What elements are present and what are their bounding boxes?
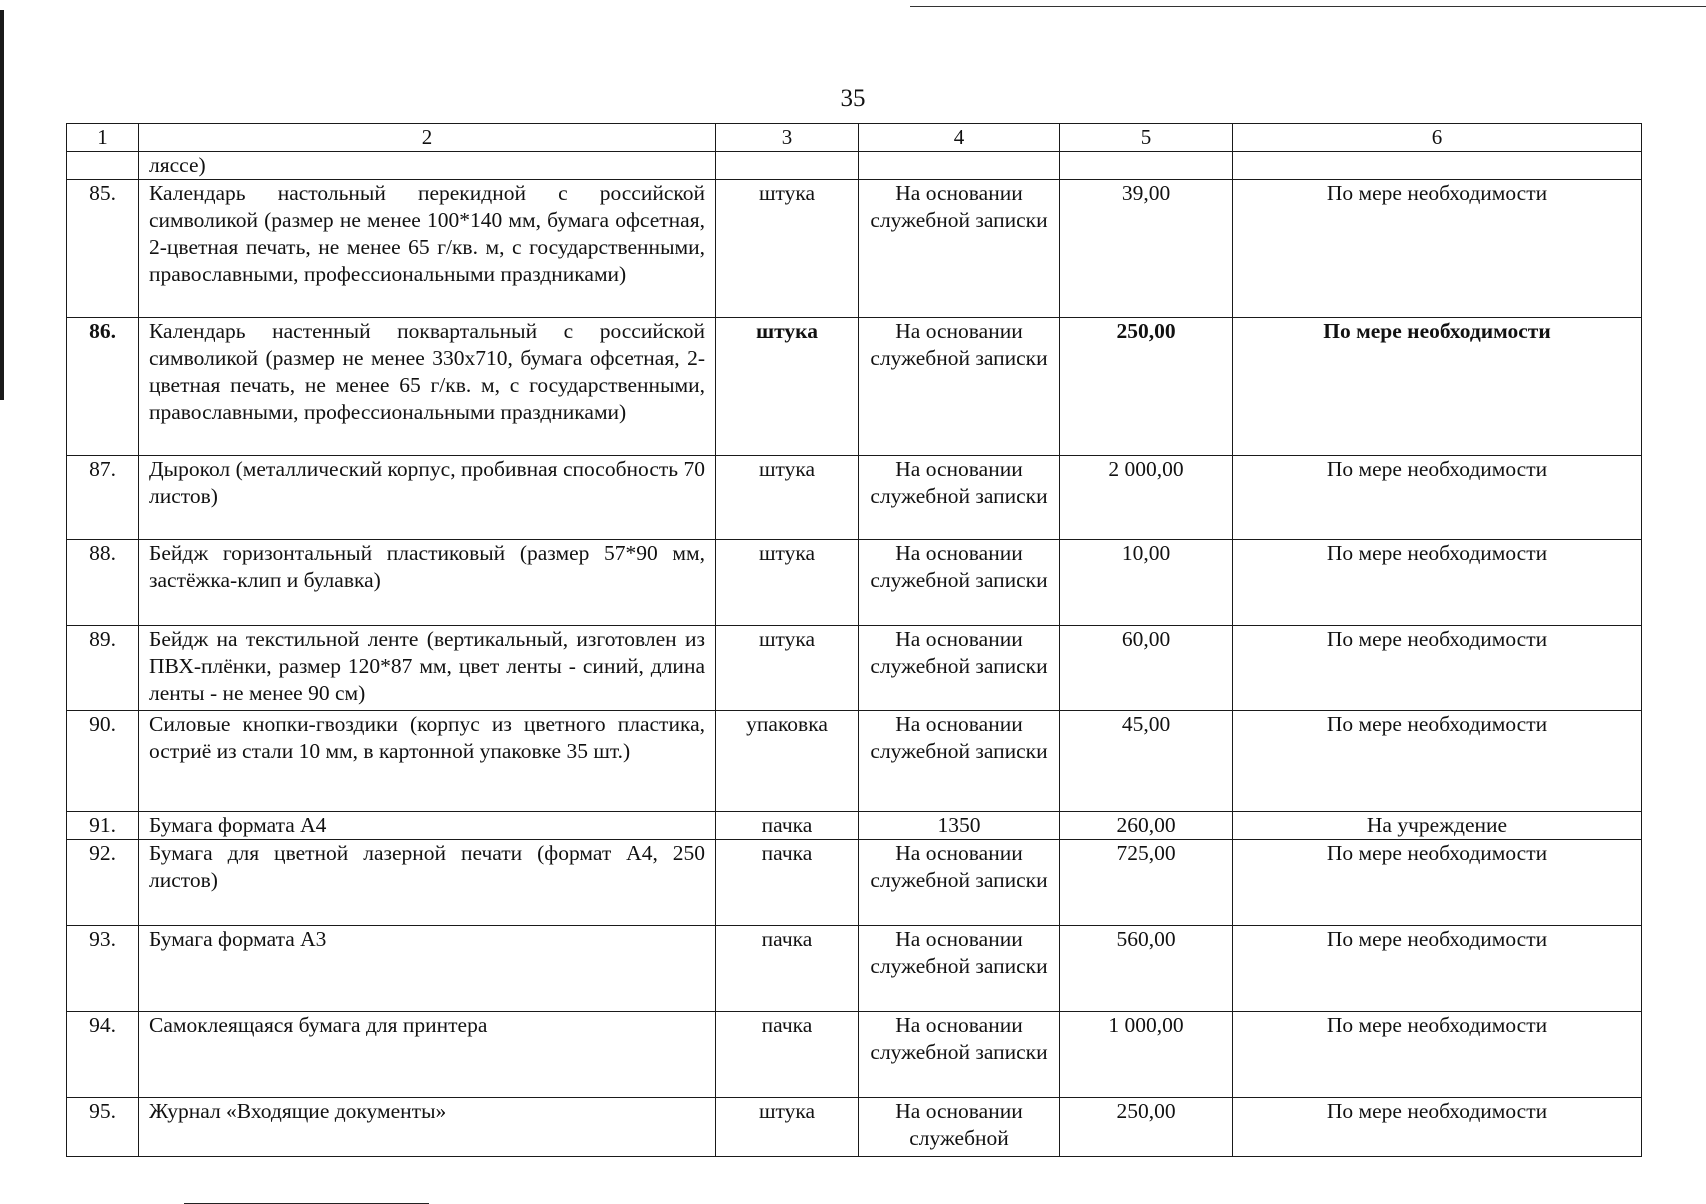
continuation-row — [67, 152, 1642, 180]
quantity-cell: На основании служебной записки — [859, 926, 1060, 1012]
quantity-cell: На основании служебной записки — [859, 626, 1060, 711]
unit-of-measure-cell: штука — [716, 456, 859, 540]
row-number-cell: 88. — [67, 540, 139, 626]
table-row — [67, 711, 1642, 812]
scan-top-line — [910, 6, 1706, 7]
unit-of-measure-cell: штука — [716, 318, 859, 456]
item-name-cell: Бумага для цветной лазерной печати (формат А4, 250 листов) — [139, 840, 716, 926]
row-number-cell: 86. — [67, 318, 139, 456]
row-number-cell: 87. — [67, 456, 139, 540]
price-cell: 260,00 — [1060, 812, 1233, 840]
unit-of-measure-cell: пачка — [716, 840, 859, 926]
unit-of-measure-cell: пачка — [716, 1012, 859, 1098]
table-row — [67, 840, 1642, 926]
quantity-cell: На основании служебной записки — [859, 456, 1060, 540]
period-cell: По мере необходимости — [1233, 711, 1642, 812]
header-cell-5: 5 — [1060, 124, 1233, 152]
page-number: 35 — [840, 85, 866, 112]
continuation-qty-cell — [859, 152, 1060, 180]
price-cell: 2 000,00 — [1060, 456, 1233, 540]
period-cell: По мере необходимости — [1233, 926, 1642, 1012]
quantity-cell: На основании служебной записки — [859, 540, 1060, 626]
period-cell: На учреждение — [1233, 812, 1642, 840]
scan-edge-mark — [0, 10, 4, 400]
table-header-row — [67, 124, 1642, 152]
price-cell: 250,00 — [1060, 318, 1233, 456]
quantity-cell: На основании служебной записки — [859, 1012, 1060, 1098]
header-cell-4: 4 — [859, 124, 1060, 152]
row-number-cell: 90. — [67, 711, 139, 812]
row-number-cell: 93. — [67, 926, 139, 1012]
period-cell: По мере необходимости — [1233, 456, 1642, 540]
quantity-cell: На основании служебной записки — [859, 180, 1060, 318]
unit-of-measure-cell: упаковка — [716, 711, 859, 812]
table-row — [67, 626, 1642, 711]
unit-of-measure-cell: пачка — [716, 926, 859, 1012]
row-number-cell: 91. — [67, 812, 139, 840]
item-name-cell: Самоклеящаяся бумага для принтера — [139, 1012, 716, 1098]
price-cell: 39,00 — [1060, 180, 1233, 318]
period-cell: По мере необходимости — [1233, 840, 1642, 926]
unit-of-measure-cell: штука — [716, 1098, 859, 1157]
table-row — [67, 812, 1642, 840]
table-row — [67, 1098, 1642, 1157]
row-number-cell: 95. — [67, 1098, 139, 1157]
price-cell: 725,00 — [1060, 840, 1233, 926]
table-row — [67, 180, 1642, 318]
unit-of-measure-cell: штука — [716, 180, 859, 318]
row-number-cell: 89. — [67, 626, 139, 711]
quantity-cell: На основании служебной записки — [859, 711, 1060, 812]
row-number-cell: 85. — [67, 180, 139, 318]
table-row — [67, 456, 1642, 540]
table-row — [67, 318, 1642, 456]
price-cell: 10,00 — [1060, 540, 1233, 626]
continuation-name-cell: ляссе) — [139, 152, 716, 180]
period-cell: По мере необходимости — [1233, 626, 1642, 711]
item-name-cell: Календарь настенный поквартальный с российской символикой (размер не менее 330x710, бумага офсетная, 2-цветная печать, не менее 65 г/кв. м, с государственными, православными, профессиональными праздниками) — [139, 318, 716, 456]
item-name-cell: Бумага формата А4 — [139, 812, 716, 840]
item-name-cell: Календарь настольный перекидной с российской символикой (размер не менее 100*140 мм, бумага офсетная, 2-цветная печать, не менее 65 г/кв. м, с государственными, православными, профессиональными праздниками) — [139, 180, 716, 318]
price-cell: 250,00 — [1060, 1098, 1233, 1157]
period-cell: По мере необходимости — [1233, 1098, 1642, 1157]
item-name-cell: Бейдж горизонтальный пластиковый (размер 57*90 мм, застёжка-клип и булавка) — [139, 540, 716, 626]
item-name-cell: Бейдж на текстильной ленте (вертикальный, изготовлен из ПВХ-плёнки, размер 120*87 мм, цвет ленты - синий, длина ленты - не менее 90 см) — [139, 626, 716, 711]
quantity-cell: 1350 — [859, 812, 1060, 840]
quantity-cell: На основании служебной записки — [859, 840, 1060, 926]
period-cell: По мере необходимости — [1233, 180, 1642, 318]
continuation-period-cell — [1233, 152, 1642, 180]
item-name-cell: Дырокол (металлический корпус, пробивная способность 70 листов) — [139, 456, 716, 540]
header-cell-6: 6 — [1233, 124, 1642, 152]
row-number-cell: 92. — [67, 840, 139, 926]
item-name-cell: Бумага формата А3 — [139, 926, 716, 1012]
continuation-num-cell — [67, 152, 139, 180]
unit-of-measure-cell: штука — [716, 626, 859, 711]
item-name-cell: Силовые кнопки-гвоздики (корпус из цветного пластика, остриё из стали 10 мм, в картонной упаковке 35 шт.) — [139, 711, 716, 812]
table-row — [67, 1012, 1642, 1098]
unit-of-measure-cell: пачка — [716, 812, 859, 840]
period-cell: По мере необходимости — [1233, 318, 1642, 456]
quantity-cell: На основании служебной — [859, 1098, 1060, 1157]
price-cell: 1 000,00 — [1060, 1012, 1233, 1098]
header-cell-3: 3 — [716, 124, 859, 152]
period-cell: По мере необходимости — [1233, 1012, 1642, 1098]
items-table — [66, 123, 1642, 1157]
period-cell: По мере необходимости — [1233, 540, 1642, 626]
continuation-price-cell — [1060, 152, 1233, 180]
quantity-cell: На основании служебной записки — [859, 318, 1060, 456]
header-cell-1: 1 — [67, 124, 139, 152]
price-cell: 60,00 — [1060, 626, 1233, 711]
price-cell: 45,00 — [1060, 711, 1233, 812]
continuation-unit-cell — [716, 152, 859, 180]
table-row — [67, 926, 1642, 1012]
table-row — [67, 540, 1642, 626]
row-number-cell: 94. — [67, 1012, 139, 1098]
header-cell-2: 2 — [139, 124, 716, 152]
price-cell: 560,00 — [1060, 926, 1233, 1012]
item-name-cell: Журнал «Входящие документы» — [139, 1098, 716, 1157]
unit-of-measure-cell: штука — [716, 540, 859, 626]
